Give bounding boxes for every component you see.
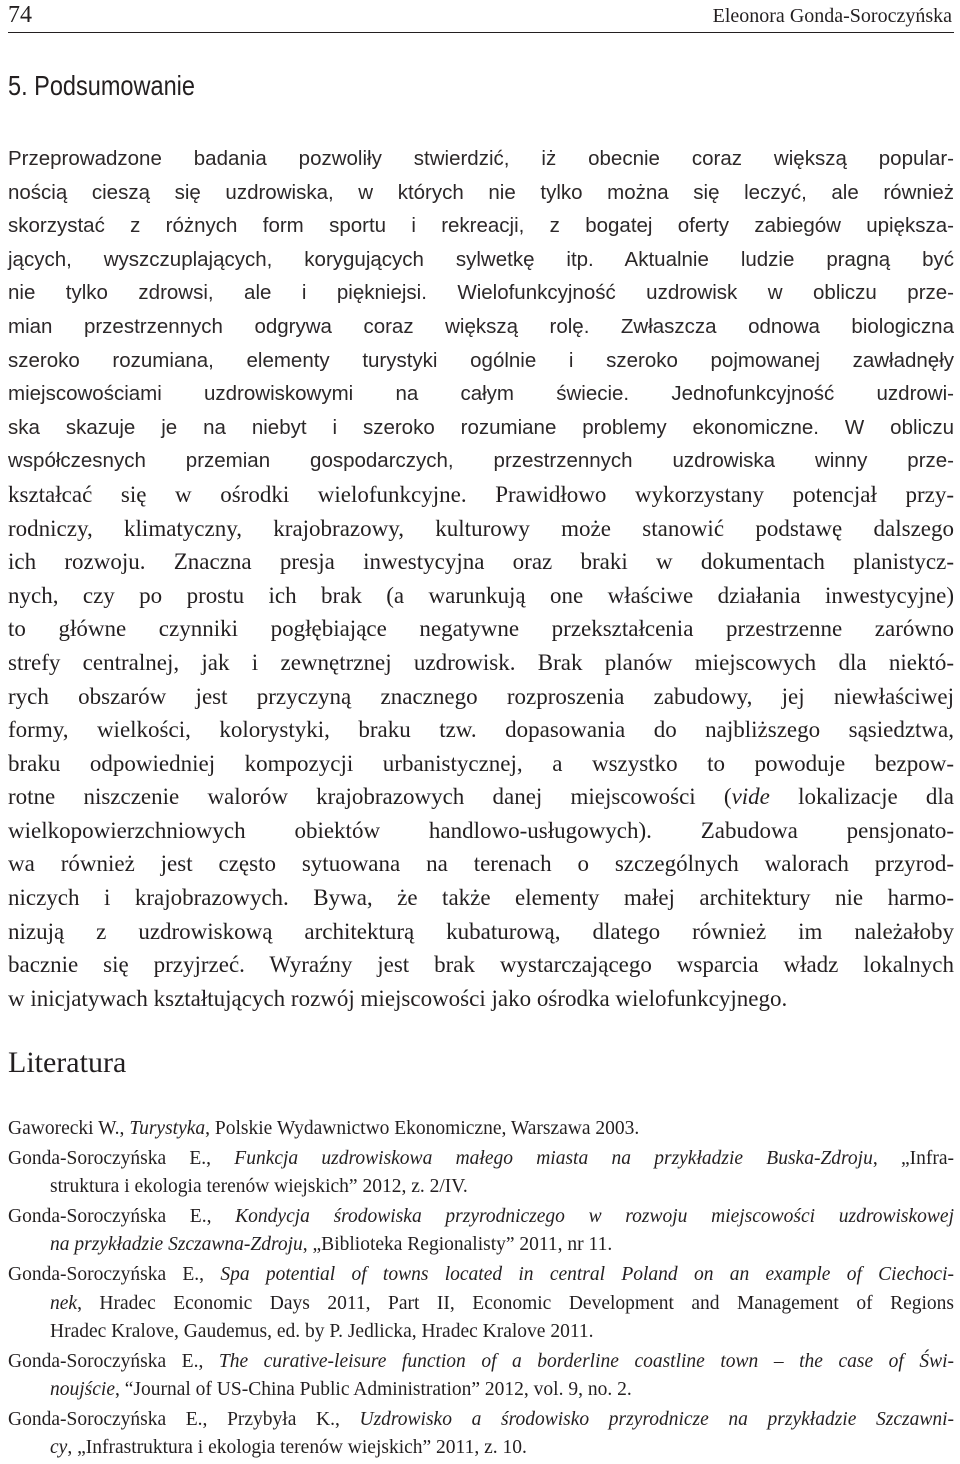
text-line: nością cieszą się uzdrowiska, w których nie tylko można się leczyć, ale również <box>8 180 954 204</box>
ref-title: nek <box>50 1292 78 1314</box>
reference-line <box>8 1290 954 1318</box>
ref-title: na przykładzie Szczawna-Zdroju <box>50 1234 303 1256</box>
ref-details: , „Infrastruktura i ekologia terenów wiejskich” 2011, z. 10. <box>67 1437 527 1459</box>
text-line: to główne czynniki pogłębiające negatywne przekształcenia przestrzenne zarówno <box>8 616 954 642</box>
text-line: rodniczy, klimatyczny, krajobrazowy, kulturowy może stanowić podstawę dalszego <box>8 515 954 541</box>
latin-term: vide <box>731 784 770 810</box>
document-page <box>8 0 955 1459</box>
text-line: w inicjatywach kształtujących rozwój miejscowości jako ośrodka wielofunkcyjnego. <box>8 985 788 1011</box>
ref-details: , “Journal of US-China Public Administration” 2012, vol. 9, no. 2. <box>114 1378 632 1400</box>
reference-line <box>8 1434 954 1462</box>
text-line: jących, wyszczuplających, korygujących sylwetkę itp. Aktualnie ludzie pragną być <box>8 247 954 271</box>
ref-details: , „Infra- <box>872 1147 954 1169</box>
ref-title: Uzdrowisko a środowisko przyrodnicze na przykładzie Szczawni- <box>359 1408 954 1430</box>
text-line: bacznie się przyjrzeć. Wyraźny jest brak wystarczającego wsparcia władz lokalnych <box>8 952 954 978</box>
reference-line <box>8 1406 954 1434</box>
text-line: nych, czy po prostu ich brak (a warunkują one właściwe działania inwestycyjne) <box>8 582 954 608</box>
text-line: niczych i krajobrazowych. Bywa, że także elementy małej architektury nie harmo- <box>8 885 954 911</box>
reference-list <box>8 1115 954 1464</box>
ref-details: , Polskie Wydawnictwo Ekonomiczne, Warszawa 2003. <box>205 1118 640 1139</box>
text-line: kształcać się w ośrodki wielofunkcyjne. Prawidłowo wykorzystany potencjał przy- <box>8 481 954 507</box>
running-head: Eleonora Gonda-Soroczyńska <box>712 5 952 27</box>
ref-authors: Gonda-Soroczyńska E., <box>8 1350 204 1372</box>
ref-authors: Gonda-Soroczyńska E., <box>8 1264 205 1286</box>
reference-line <box>8 1376 954 1404</box>
reference-line <box>8 1348 954 1376</box>
literature-heading: Literatura <box>8 1046 127 1079</box>
reference-line <box>8 1261 954 1289</box>
text-line: mian przestrzennych odgrywa coraz większą rolę. Zwłaszcza odnowa biologiczna <box>8 314 954 338</box>
reference-entry <box>8 1115 954 1143</box>
reference-line: Hradec Kralove, Gaudemus, ed. by P. Jedlicka, Hradec Kralove 2011. <box>50 1320 594 1342</box>
reference-line <box>8 1203 954 1231</box>
reference-line <box>8 1115 954 1143</box>
text-line: rotne niszczenie walorów krajobrazowych danej miejscowości (vide lokalizacje dla <box>8 784 955 810</box>
section-heading: 5. Podsumowanie <box>8 70 195 101</box>
ref-title: Funkcja uzdrowiskowa małego miasta na przykładzie Buska-Zdroju <box>234 1147 873 1169</box>
text-line: formy, wielkości, kolorystyki, braku tzw. dopasowania do najbliższego sąsiedztwa, <box>8 717 954 743</box>
reference-entry <box>8 1203 954 1259</box>
ref-authors: Gonda-Soroczyńska E., <box>8 1206 212 1228</box>
text-line: Przeprowadzone badania pozwoliły stwierdzić, iż obecnie coraz większą popular- <box>8 147 954 170</box>
text-line: ich rozwoju. Znaczna presja inwestycyjna oraz braki w dokumentach planistycz- <box>8 549 954 575</box>
ref-title: Kondycja środowiska przyrodniczego w rozwoju miejscowości uzdrowiskowej <box>235 1206 954 1228</box>
text-line: nizują z uzdrowiskową architekturą kubaturową, dlatego również im należałoby <box>8 918 954 944</box>
reference-line <box>8 1173 954 1201</box>
reference-line <box>8 1145 954 1173</box>
ref-authors: Gonda-Soroczyńska E., Przybyła K., <box>8 1408 340 1430</box>
ref-details: , Hradec Economic Days 2011, Part II, Economic Development and Management of Regions <box>77 1292 954 1314</box>
text-line: strefy centralnej, jak i zewnętrznej uzdrowisk. Brak planów miejscowych dla niektó- <box>8 649 954 675</box>
text-line: wielkopowierzchniowych obiektów handlowo-usługowych). Zabudowa pensjonato- <box>8 817 954 843</box>
ref-details: , „Biblioteka Regionalisty” 2011, nr 11. <box>302 1234 613 1256</box>
text-line: wa również jest często sytuowana na terenach o szczególnych walorach przyrod- <box>8 851 954 877</box>
text-line: ska skazuje je na niebyt i szeroko rozumiane problemy ekonomiczne. W obliczu <box>8 415 954 439</box>
page-header <box>8 2 954 33</box>
reference-entry <box>8 1348 954 1404</box>
text-line: szeroko rozumiana, elementy turystyki ogólnie i szeroko pojmowanej zawładnęły <box>8 348 954 372</box>
reference-line <box>8 1231 954 1259</box>
ref-details: struktura i ekologia terenów wiejskich” 2012, z. 2/IV. <box>50 1176 468 1198</box>
ref-title: cy <box>50 1437 68 1459</box>
text-line: współczesnych przemian gospodarczych, przestrzennych uzdrowiska winny prze- <box>8 449 954 473</box>
ref-title: Spa potential of towns located in central Poland on an example of Ciechoci- <box>220 1264 954 1286</box>
page-number: 74 <box>8 2 32 28</box>
text-line: braku odpowiedniej kompozycji urbanistycznej, a wszystko to powoduje bezpow- <box>8 750 954 776</box>
text-line: miejscowościami uzdrowiskowymi na całym świecie. Jednofunkcyjność uzdrowi- <box>8 382 954 406</box>
summary-paragraph <box>8 142 954 1015</box>
ref-authors: Gonda-Soroczyńska E., <box>8 1147 212 1169</box>
ref-title: noujście <box>50 1378 115 1400</box>
text-line: rych obszarów jest przyczyną znacznego rozproszenia zabudowy, jej niewłaściwej <box>8 683 954 709</box>
text-line: nie tylko zdrowsi, ale i piękniejsi. Wielofunkcyjność uzdrowisk w obliczu prze- <box>8 281 954 305</box>
ref-title: The curative-leisure function of a borderline coastline town – the case of Świ- <box>218 1350 954 1372</box>
text-line: skorzystać z różnych form sportu i rekreacji, z bogatej oferty zabiegów upiększa- <box>8 214 954 238</box>
ref-title: Turystyka <box>129 1118 206 1139</box>
reference-entry <box>8 1261 954 1346</box>
reference-entry <box>8 1145 954 1201</box>
ref-authors: Gaworecki W., <box>8 1118 125 1139</box>
